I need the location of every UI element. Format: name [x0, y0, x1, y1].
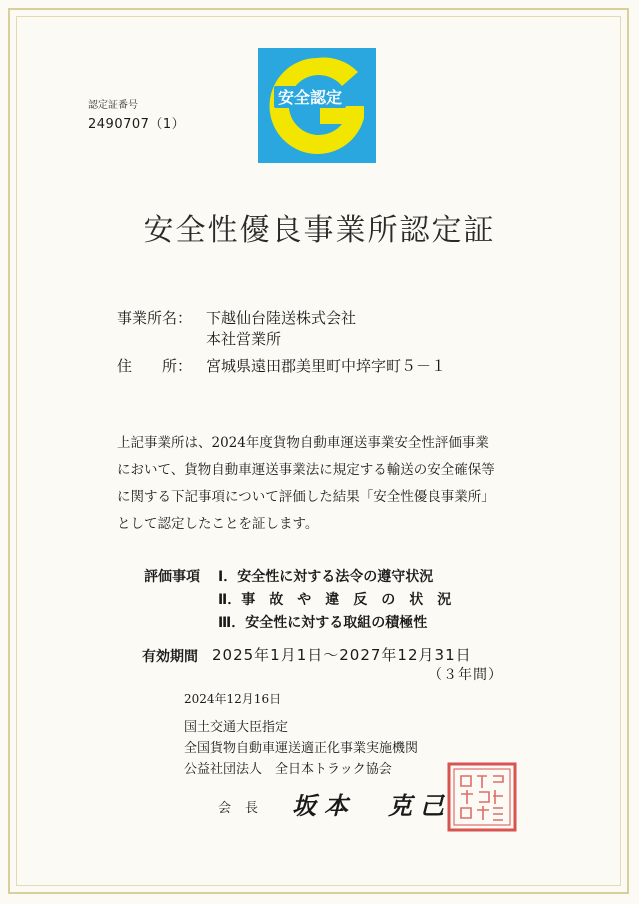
evaluation-item-2: Ⅱ．事 故 や 違 反 の 状 況 — [218, 592, 452, 608]
issuer-line-3: 公益社団法人 全日本トラック協会 — [184, 762, 392, 777]
body-line-3: に関する下記事項について評価した結果「安全性優良事業所」 — [117, 489, 495, 505]
business-name-line1: 下越仙台陸送株式会社 — [206, 309, 357, 327]
evaluation-item-1: Ⅰ．安全性に対する法令の遵守状況 — [218, 569, 434, 585]
logo-text: 安全認定 — [277, 88, 343, 107]
certificate-number-label: 認定証番号 — [88, 100, 138, 111]
issuer-line-2: 全国貨物自動車運送適正化事業実施機関 — [184, 741, 419, 756]
certificate-title: 安全性優良事業所認定証 — [143, 213, 496, 248]
validity-label: 有効期間 — [142, 649, 198, 665]
body-line-4: として認定したことを証します。 — [117, 516, 319, 532]
validity-range: 2025年1月1日～2027年12月31日 — [212, 646, 472, 664]
evaluation-label: 評価事項 — [144, 569, 200, 585]
body-line-2: において、貨物自動車運送事業法に規定する輸送の安全確保等 — [117, 462, 495, 478]
official-seal-stamp — [447, 762, 517, 832]
signatory-title: 会長 — [218, 801, 273, 816]
certificate-body-text — [117, 430, 537, 538]
validity-years: （３年間） — [428, 667, 503, 683]
business-name-line2: 本社営業所 — [206, 330, 282, 348]
evaluation-item-3: Ⅲ．安全性に対する取組の積極性 — [218, 615, 428, 631]
safety-g-mark-logo — [258, 48, 376, 163]
certificate-number: 2490707（1） — [88, 117, 186, 132]
issue-date: 2024年12月16日 — [184, 692, 282, 706]
issuer-line-1: 国土交通大臣指定 — [184, 720, 289, 735]
business-name-label: 事業所名： — [117, 309, 193, 327]
body-line-1: 上記事業所は、2024年度貨物自動車運送事業安全性評価事業 — [117, 435, 489, 451]
address-value: 宮城県遠田郡美里町中埣字町５－１ — [206, 357, 447, 375]
address-label: 住 所： — [117, 357, 193, 375]
signatory-name-signature: 坂本 克己 — [292, 791, 452, 820]
